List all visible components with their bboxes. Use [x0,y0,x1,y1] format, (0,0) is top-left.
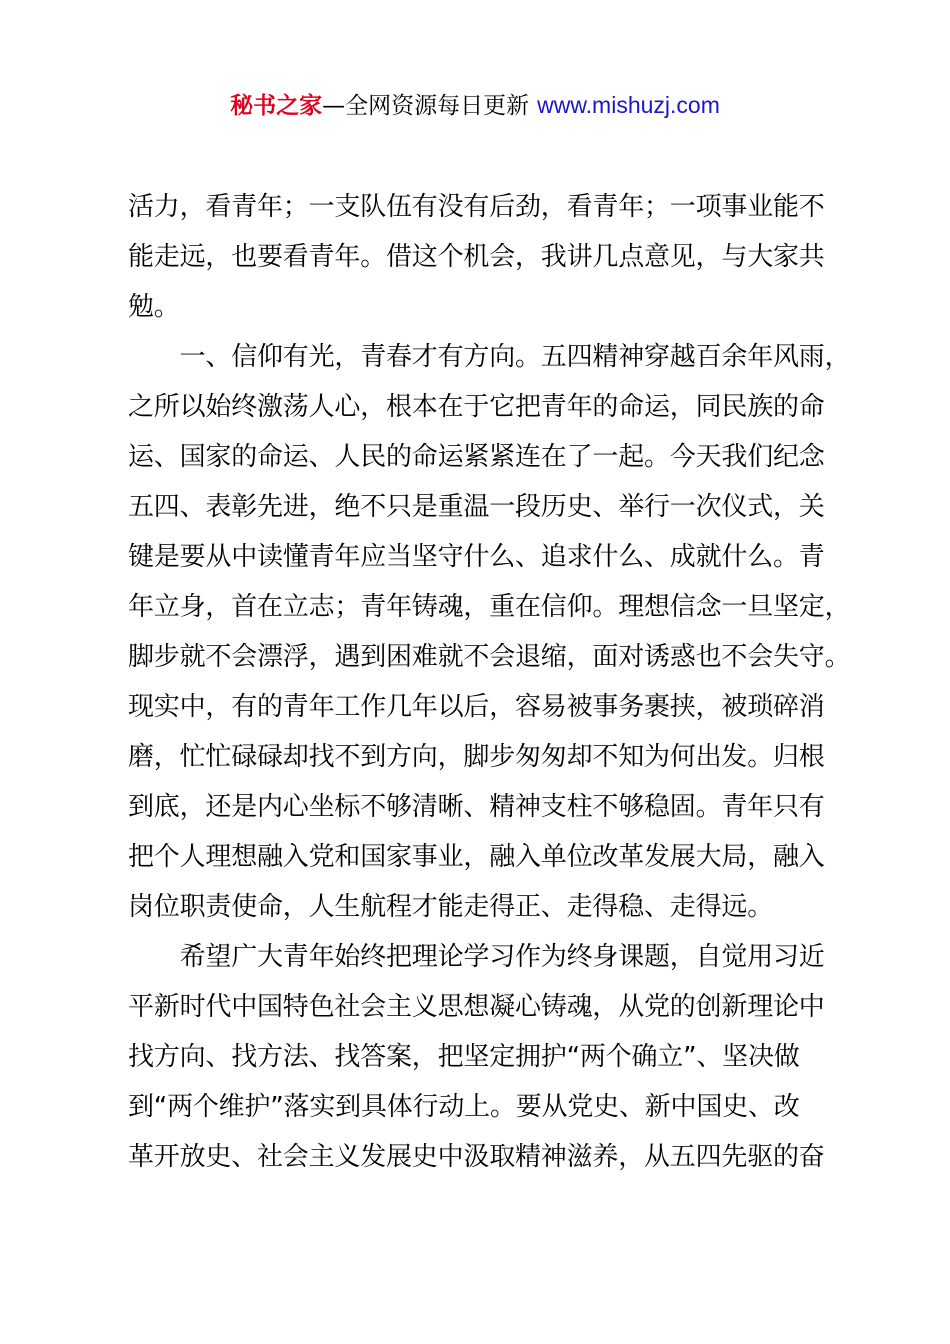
text-line: 到“两个维护”落实到具体行动上。要从党史、新中国史、改 [128,1092,800,1122]
website-url[interactable]: www.mishuzj.com [537,92,720,118]
text-line: 革开放史、社会主义发展史中汲取精神滋养，从五四先驱的奋 [128,1142,825,1172]
text-line: 到底，还是内心坐标不够清晰、精神支柱不够稳固。青年只有 [128,792,825,822]
text-line: 平新时代中国特色社会主义思想凝心铸魂，从党的创新理论中 [128,992,825,1022]
text-line: 年立身，首在立志；青年铸魂，重在信仰。理想信念一旦坚定， [128,592,851,622]
text-line: 脚步就不会漂浮，遇到困难就不会退缩，面对诱惑也不会失守。 [128,642,851,672]
text-line: 之所以始终激荡人心，根本在于它把青年的命运，同民族的命 [128,392,825,422]
text-line: 找方向、找方法、找答案，把坚定拥护“两个确立”、坚决做 [128,1042,800,1072]
text-line: 一、信仰有光，青春才有方向。五四精神穿越百余年风雨， [128,342,851,372]
page-header [0,88,950,123]
text-line: 五四、表彰先进，绝不只是重温一段历史、举行一次仪式，关 [128,492,825,522]
text-line: 运、国家的命运、人民的命运紧紧连在了一起。今天我们纪念 [128,442,825,472]
text-line: 勉。 [128,292,180,322]
text-line: 希望广大青年始终把理论学习作为终身课题，自觉用习近 [128,942,825,972]
header-tagline: —全网资源每日更新 [322,93,530,119]
text-line: 活力，看青年；一支队伍有没有后劲，看青年；一项事业能不 [128,192,825,222]
document-body [128,182,851,1182]
text-line: 能走远，也要看青年。借这个机会，我讲几点意见，与大家共 [128,242,825,272]
text-line: 岗位职责使命，人生航程才能走得正、走得稳、走得远。 [128,892,774,922]
text-line: 现实中，有的青年工作几年以后，容易被事务裹挟，被琐碎消 [128,692,825,722]
text-line: 磨，忙忙碌碌却找不到方向，脚步匆匆却不知为何出发。归根 [128,742,825,772]
brand-name: 秘书之家 [230,93,323,119]
text-line: 把个人理想融入党和国家事业，融入单位改革发展大局，融入 [128,842,825,872]
text-line: 键是要从中读懂青年应当坚守什么、追求什么、成就什么。青 [128,542,825,572]
